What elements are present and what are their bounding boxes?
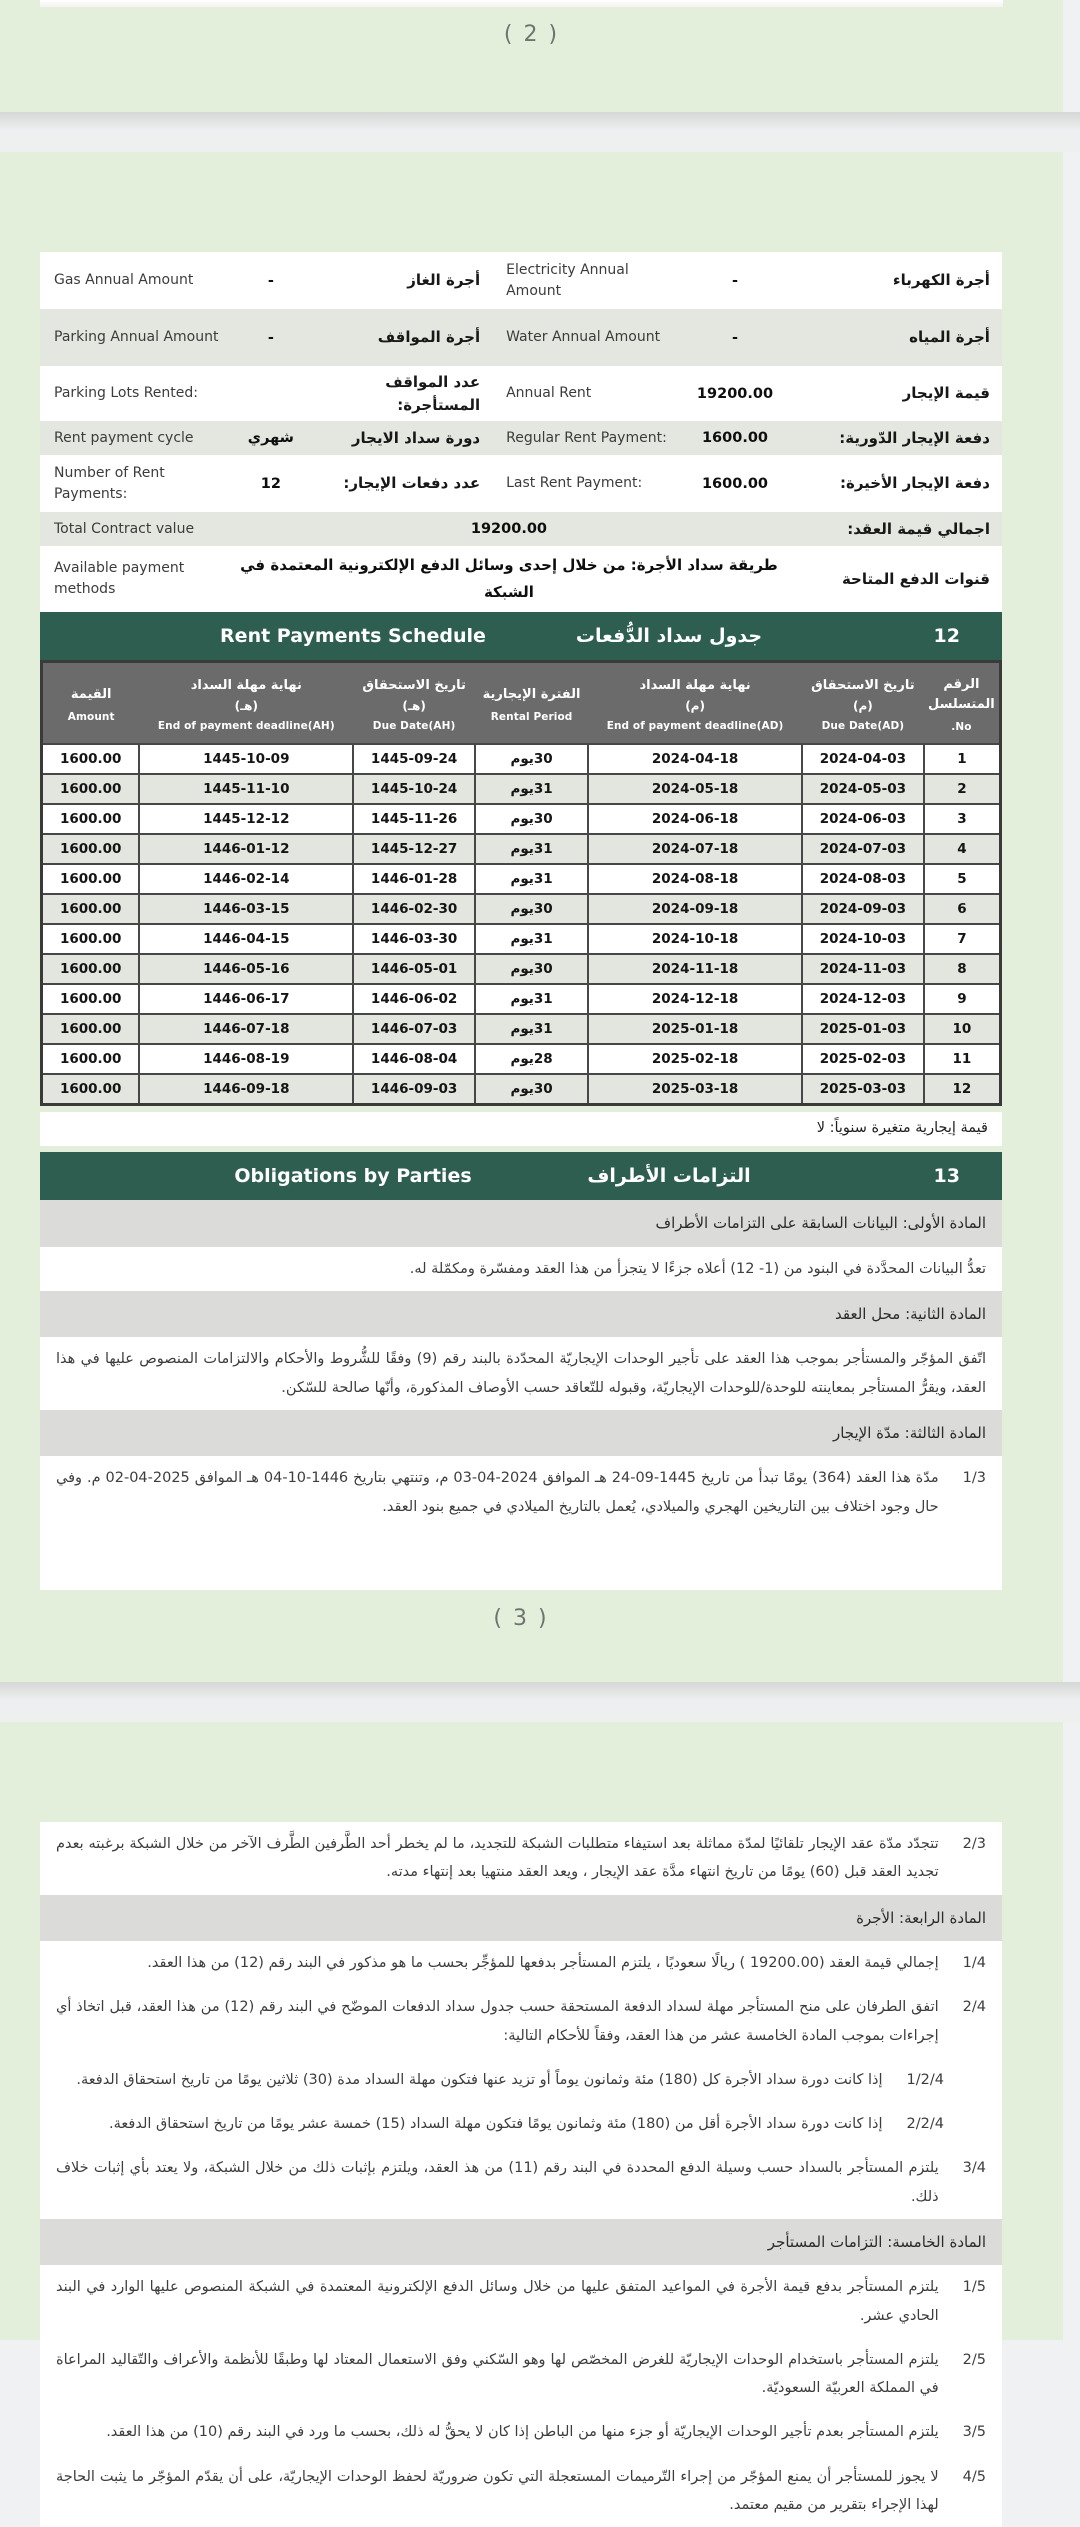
payment-cell-no: 6 xyxy=(924,894,1001,924)
summary-row xyxy=(40,309,1002,366)
clause-row xyxy=(40,2102,1002,2146)
schedule-title-ar: جدول سداد الدُّفعات xyxy=(575,625,763,647)
schedule-column-header xyxy=(42,662,140,745)
page-number-3: ( 3 ) xyxy=(493,1606,549,1632)
obligations-articles-list xyxy=(40,1200,1002,1590)
summary-label-ar: قيمة الإيجار xyxy=(902,384,990,403)
summary-row xyxy=(40,455,1002,512)
clause-number: 3/4 xyxy=(962,2160,986,2177)
payment-cell-due_ad: 2024-07-03 xyxy=(802,834,924,864)
payment-row xyxy=(42,954,1001,984)
summary-value: - xyxy=(267,272,274,289)
payment-cell-end_ad: 2024-04-18 xyxy=(588,744,802,774)
payment-cell-end_ah: 1445-12-12 xyxy=(139,804,353,834)
payment-cell-end_ah: 1446-02-14 xyxy=(139,864,353,894)
payment-cell-amount: 1600.00 xyxy=(42,744,140,774)
summary-label-en: Total Contract value xyxy=(54,520,195,537)
payment-cell-due_ah: 1446-01-28 xyxy=(353,864,475,894)
page-separator xyxy=(0,1682,1080,1722)
schedule-column-header xyxy=(139,662,353,745)
payment-cell-end_ah: 1446-03-15 xyxy=(139,894,353,924)
summary-row xyxy=(40,252,1002,309)
article-heading: المادة الأولى: البيانات السابقة على التزامات الأطراف xyxy=(40,1200,1002,1247)
payment-cell-due_ad: 2025-03-03 xyxy=(802,1074,924,1105)
payment-cell-period: 30يوم xyxy=(475,894,588,924)
payment-row xyxy=(42,1014,1001,1044)
clause-text: اتفق الطرفان على منح المستأجر مهلة لسداد الدفعة المستحقة حسب جدول سداد الدفعات الموضّح في البند رقم (12) من هذا العقد، قبل اتخاذ أي إجراءات بموجب المادة الخامسة عشر من هذا العقد، وفقاً للأحكام التالية: xyxy=(56,1999,939,2044)
payment-cell-period: 31يوم xyxy=(475,774,588,804)
contract-fees-summary-table xyxy=(40,252,1002,612)
clause-number: 1/3 xyxy=(962,1470,986,1487)
payment-cell-end_ad: 2025-03-18 xyxy=(588,1074,802,1105)
column-calendar-tag: (م) xyxy=(853,699,873,714)
column-title-ar: القيمة xyxy=(70,686,112,702)
clause-text: مدّة هذا العقد (364) يومًا تبدأ من تاريخ 1445-09-24 هـ الموافق 2024-04-03 م، وتنتهي بتاريخ 1446-10-04 هـ الموافق 2025-04-02 م. وفي حال وجود اختلاف بين التاريخين الهجري والميلادي، يُعمل بالتاريخ الميلادي في جميع بنود العقد. xyxy=(56,1470,939,1515)
payment-cell-due_ad: 2024-05-03 xyxy=(802,774,924,804)
obligations-section-number: 13 xyxy=(933,1165,960,1187)
payment-cell-no: 4 xyxy=(924,834,1001,864)
clause-number: 2/2/4 xyxy=(906,2116,944,2133)
column-calendar-tag: (هـ) xyxy=(234,699,258,714)
payment-cell-period: 30يوم xyxy=(475,954,588,984)
payment-cell-due_ah: 1445-09-24 xyxy=(353,744,475,774)
payment-cell-amount: 1600.00 xyxy=(42,864,140,894)
clause-text: إذا كانت دورة سداد الأجرة كل (180) مئة وثمانون يوماً أو تزيد عنها فتكون مهلة السداد مدة (30) ثلاثين يومًا من تاريخ استحقاق الدفعة. xyxy=(76,2071,883,2088)
clause-text: يلتزم المستأجر بدفع قيمة الأجرة في المواعيد المتفق عليها من خلال وسائل الدفع الإلكترونية المعتمدة في الشبكة المنصوص عليها الوارد في البند الحادي عشر. xyxy=(56,2279,939,2324)
clause-text: إجمالي قيمة العقد (19200.00 ) ريالًا سعوديًا ، يلتزم المستأجر بدفعها للمؤجِّر بحسب ما هو مذكور في البند رقم (12) من هذا العقد. xyxy=(147,1955,939,1972)
clause-row xyxy=(40,2455,1002,2527)
summary-value: شهري xyxy=(247,430,294,446)
summary-label-en: Number of Rent Payments: xyxy=(54,464,165,502)
payment-cell-amount: 1600.00 xyxy=(42,804,140,834)
column-title-en: Rental Period xyxy=(490,711,573,724)
column-title-ar: الرقم المتسلسل xyxy=(928,677,995,712)
clause-row xyxy=(40,1337,1002,1410)
payment-cell-due_ad: 2024-06-03 xyxy=(802,804,924,834)
payment-cell-end_ad: 2024-12-18 xyxy=(588,984,802,1014)
column-title-en: No. xyxy=(951,721,972,733)
payment-cell-due_ah: 1446-03-30 xyxy=(353,924,475,954)
rent-payments-table xyxy=(40,660,1002,1106)
payment-cell-amount: 1600.00 xyxy=(42,924,140,954)
article-heading: المادة الرابعة: الأجرة xyxy=(40,1895,1002,1942)
payment-row xyxy=(42,1074,1001,1105)
payment-cell-no: 8 xyxy=(924,954,1001,984)
summary-value: - xyxy=(731,272,739,289)
summary-value: 19200.00 xyxy=(696,385,774,402)
summary-row xyxy=(40,546,1002,612)
summary-value: 1600.00 xyxy=(701,430,769,446)
summary-label-en: Annual Rent xyxy=(506,385,592,401)
payment-cell-no: 5 xyxy=(924,864,1001,894)
clause-number: 1/4 xyxy=(962,1955,986,1972)
clause-row xyxy=(40,1941,1002,1985)
payment-cell-end_ad: 2025-02-18 xyxy=(588,1044,802,1074)
previous-content-bottom-edge xyxy=(40,0,1003,7)
schedule-section-number: 12 xyxy=(933,625,960,647)
payment-cell-due_ad: 2024-08-03 xyxy=(802,864,924,894)
payment-cell-due_ah: 1446-06-02 xyxy=(353,984,475,1014)
payment-cell-no: 11 xyxy=(924,1044,1001,1074)
summary-value: 1600.00 xyxy=(701,475,769,492)
payment-row xyxy=(42,924,1001,954)
payment-cell-no: 7 xyxy=(924,924,1001,954)
payment-cell-end_ah: 1445-10-09 xyxy=(139,744,353,774)
payment-cell-no: 12 xyxy=(924,1074,1001,1105)
column-title-ar: نهاية مهلة السداد xyxy=(190,677,302,693)
payment-cell-amount: 1600.00 xyxy=(42,1074,140,1105)
column-title-en: End of payment deadline(AH) xyxy=(157,720,335,733)
payment-cell-end_ad: 2024-05-18 xyxy=(588,774,802,804)
payment-row xyxy=(42,804,1001,834)
payment-cell-end_ad: 2025-01-18 xyxy=(588,1014,802,1044)
payment-cell-period: 30يوم xyxy=(475,804,588,834)
clause-number: 1/2/4 xyxy=(906,2071,944,2088)
summary-value: 12 xyxy=(260,475,281,492)
payment-cell-amount: 1600.00 xyxy=(42,774,140,804)
payment-cell-end_ad: 2024-11-18 xyxy=(588,954,802,984)
summary-label-en: Electricity Annual Amount xyxy=(506,261,629,299)
clause-row xyxy=(40,1456,1002,1590)
summary-label-ar: عدد دفعات الإيجار: xyxy=(343,474,481,493)
column-title-ar: الفترة الإيجارية xyxy=(482,686,581,702)
payment-row xyxy=(42,864,1001,894)
payment-cell-due_ad: 2024-11-03 xyxy=(802,954,924,984)
clause-text: تتجدّد مدّة عقد الإيجار تلقائيًا لمدّة مماثلة بعد استيفاء متطلبات الشبكة للتجديد، ما لم يخطر أحد الطَّرفين الطَّرف الآخر من خلال الشبكة برغبته بعدم تجديد العقد قبل (60) يومًا من تاريخ انتهاء مدَّة عقد الإيجار ، ويعد العقد منتهيا بعد إنتهاء مدته. xyxy=(56,1836,939,1881)
payment-cell-no: 1 xyxy=(924,744,1001,774)
payment-row xyxy=(42,984,1001,1014)
schedule-column-header xyxy=(588,662,802,745)
summary-value: - xyxy=(267,329,274,346)
payment-cell-amount: 1600.00 xyxy=(42,954,140,984)
clause-row xyxy=(40,1985,1002,2058)
clause-text: اتّفق المؤجّر والمستأجر بموجب هذا العقد على تأجير الوحدات الإيجاريّة المحدّدة بالبند رقم (9) وفقًا للشُّروط والأحكام والالتزامات المنصوص عليها في هذا العقد، ويقرُّ المستأجر بمعاينته للوحدة/للوحدات الإيجاريّة، وقبوله للتّعاقد حسب الأوصاف المذكورة، وأنّها صالحة للسّكن. xyxy=(56,1351,986,1396)
payment-cell-period: 31يوم xyxy=(475,924,588,954)
payment-cell-due_ad: 2024-10-03 xyxy=(802,924,924,954)
clause-row xyxy=(40,2410,1002,2454)
clause-row xyxy=(40,1247,1002,1291)
page-2-footer xyxy=(0,0,1063,112)
payment-cell-due_ad: 2024-04-03 xyxy=(802,744,924,774)
column-title-en: End of payment deadline(AD) xyxy=(606,720,784,733)
schedule-column-header xyxy=(802,662,924,745)
clause-number: 2/3 xyxy=(962,1836,986,1852)
summary-label-ar: أجرة المواقف xyxy=(377,328,481,347)
summary-label-ar: دفعة الإيجار الأخيرة: xyxy=(839,474,990,493)
summary-label-ar: أجرة الكهرباء xyxy=(892,271,990,290)
clause-text: يلتزم المستأجر بالسداد حسب وسيلة الدفع المحددة في البند رقم (11) من هذ العقد، ويلتزم بإثبات ذلك من خلال الشبكة، ولا يعتد بأي إثبات خلاف ذلك. xyxy=(56,2160,939,2205)
page-4 xyxy=(0,1722,1063,2513)
payment-cell-no: 10 xyxy=(924,1014,1001,1044)
summary-label-ar: قنوات الدفع المتاحة xyxy=(841,569,990,588)
payment-cell-period: 30يوم xyxy=(475,1074,588,1105)
payment-row xyxy=(42,894,1001,924)
clause-text: يلتزم المستأجر بعدم تأجير الوحدات الإيجاريّة أو جزء منها من الباطن إذا كان لا يحقُّ له ذلك، بحسب ما ورد في البند رقم (10) من هذا العقد. xyxy=(106,2424,939,2441)
summary-row xyxy=(40,366,1002,421)
clause-number: 3/5 xyxy=(962,2424,986,2441)
page-number-2: ( 2 ) xyxy=(503,22,560,47)
payment-cell-no: 9 xyxy=(924,984,1001,1014)
clause-row xyxy=(40,2338,1002,2411)
payment-cell-due_ah: 1446-07-03 xyxy=(353,1014,475,1044)
column-title-ar: نهاية مهلة السداد xyxy=(639,677,751,693)
payment-cell-end_ah: 1446-04-15 xyxy=(139,924,353,954)
payment-cell-end_ad: 2024-09-18 xyxy=(588,894,802,924)
tenant-obligations-articles-list xyxy=(40,1822,1002,2527)
summary-label-en: Parking Lots Rented: xyxy=(54,385,198,401)
rent-payments-schedule-band xyxy=(40,612,1002,660)
payment-cell-amount: 1600.00 xyxy=(42,894,140,924)
schedule-column-header xyxy=(475,662,588,745)
clause-row xyxy=(40,2265,1002,2338)
payment-cell-period: 31يوم xyxy=(475,984,588,1014)
summary-label-en: Water Annual Amount xyxy=(506,329,661,345)
clause-number: 4/5 xyxy=(962,2468,986,2485)
payment-cell-period: 31يوم xyxy=(475,1014,588,1044)
payment-cell-period: 30يوم xyxy=(475,744,588,774)
clause-number: 2/5 xyxy=(962,2351,986,2368)
column-title-en: Amount xyxy=(67,711,115,724)
clause-row xyxy=(40,2058,1002,2102)
summary-row xyxy=(40,512,1002,546)
page-separator xyxy=(0,112,1080,152)
payment-cell-amount: 1600.00 xyxy=(42,834,140,864)
payment-cell-due_ah: 1445-10-24 xyxy=(353,774,475,804)
clause-text: تعدُّ البيانات المحدَّدة في البنود من (1- 12) أعلاه جزءًا لا يتجزأ من هذا العقد ومفسّرة ومكمّلة له. xyxy=(409,1260,986,1277)
payment-cell-due_ah: 1446-05-01 xyxy=(353,954,475,984)
summary-label-en: Regular Rent Payment: xyxy=(506,429,667,446)
summary-label-ar: دورة سداد الايجار xyxy=(351,428,481,447)
page-3 xyxy=(0,152,1063,1682)
column-title-ar: تاريخ الاستحقاق xyxy=(811,677,915,693)
clause-text: يلتزم المستأجر باستخدام الوحدات الإيجاريّة للغرض المخصّص لها وهو السّكني وفق الاستعمال المعتاد لها وطبقًا للأنظمة والأعراف والتّقاليد المراعاة في المملكة العربيّة السعوديّة. xyxy=(56,2351,939,2397)
summary-label-ar: عدد المواقف المستأجرة: xyxy=(385,373,481,414)
column-calendar-tag: (م) xyxy=(685,699,705,714)
payment-cell-end_ah: 1446-06-17 xyxy=(139,984,353,1014)
payment-cell-end_ad: 2024-06-18 xyxy=(588,804,802,834)
payment-cell-due_ah: 1446-02-30 xyxy=(353,894,475,924)
summary-label-ar: اجمالي قيمة العقد: xyxy=(847,519,990,538)
clause-text: إذا كانت دورة سداد الأجرة أقل من (180) مئة وثمانون يومًا فتكون مهلة السداد (15) خمسة عشر يومًا من تاريخ استحقاق الدفعة. xyxy=(109,2116,883,2133)
clause-text: لا يجوز للمستأجر أن يمنع المؤجّر من إجراء التّرميمات المستعجلة التي تكون ضروريّة لحفظ الوحدات الإيجاريّة، على أن يقدّم المؤجّر ما يثبت الحاجة لهذا الإجراء بتقرير من مقيم معتمد. xyxy=(56,2468,939,2513)
clause-number: 1/5 xyxy=(962,2279,986,2296)
clause-row xyxy=(40,2146,1002,2219)
obligations-title-en: Obligations by Parties xyxy=(234,1165,472,1187)
payment-cell-due_ah: 1446-08-04 xyxy=(353,1044,475,1074)
payment-cell-amount: 1600.00 xyxy=(42,984,140,1014)
schedule-title-en: Rent Payments Schedule xyxy=(220,625,486,647)
summary-label-ar: أجرة المياه xyxy=(909,328,990,347)
summary-label-ar: دفعة الإيجار الدّورية: xyxy=(839,428,990,447)
schedule-column-header xyxy=(353,662,475,745)
payment-cell-due_ad: 2025-01-03 xyxy=(802,1014,924,1044)
summary-row xyxy=(40,421,1002,455)
payment-cell-due_ah: 1446-09-03 xyxy=(353,1074,475,1105)
payment-cell-due_ah: 1445-12-27 xyxy=(353,834,475,864)
payment-cell-no: 2 xyxy=(924,774,1001,804)
payment-cell-period: 31يوم xyxy=(475,864,588,894)
payment-cell-due_ad: 2025-02-03 xyxy=(802,1044,924,1074)
payment-cell-no: 3 xyxy=(924,804,1001,834)
payment-row xyxy=(42,834,1001,864)
variable-rent-note: قيمة إيجارية متغيرة سنوياً: لا xyxy=(40,1112,1002,1146)
column-title-en: Due Date(AH) xyxy=(372,720,456,733)
payment-cell-amount: 1600.00 xyxy=(42,1044,140,1074)
payment-row xyxy=(42,1044,1001,1074)
summary-label-ar: أجرة الغاز xyxy=(407,271,481,290)
payment-cell-end_ad: 2024-08-18 xyxy=(588,864,802,894)
payment-cell-end_ah: 1446-07-18 xyxy=(139,1014,353,1044)
summary-label-en: Parking Annual Amount xyxy=(54,329,219,345)
payment-cell-due_ad: 2024-09-03 xyxy=(802,894,924,924)
obligations-title-ar: التزامات الأطراف xyxy=(587,1165,751,1187)
clause-number: 2/4 xyxy=(962,1999,986,2016)
summary-value-center: 19200.00 xyxy=(470,521,548,537)
article-heading: المادة الخامسة: التزامات المستأجر xyxy=(40,2219,1002,2266)
payment-cell-end_ah: 1446-09-18 xyxy=(139,1074,353,1105)
payment-cell-amount: 1600.00 xyxy=(42,1014,140,1044)
column-title-ar: تاريخ الاستحقاق xyxy=(362,677,466,693)
summary-label-en: Rent payment cycle xyxy=(54,429,194,446)
payment-row xyxy=(42,774,1001,804)
payment-row xyxy=(42,744,1001,774)
obligations-band xyxy=(40,1152,1002,1200)
payment-cell-period: 28يوم xyxy=(475,1044,588,1074)
summary-label-en: Gas Annual Amount xyxy=(54,272,194,288)
summary-label-en: Last Rent Payment: xyxy=(506,475,643,491)
article-heading: المادة الثانية: محل العقد xyxy=(40,1291,1002,1338)
column-calendar-tag: (هـ) xyxy=(402,699,426,714)
payment-cell-end_ah: 1446-08-19 xyxy=(139,1044,353,1074)
payment-cell-due_ad: 2024-12-03 xyxy=(802,984,924,1014)
payment-cell-due_ah: 1445-11-26 xyxy=(353,804,475,834)
payment-cell-end_ah: 1445-11-10 xyxy=(139,774,353,804)
summary-label-en: Available payment methods xyxy=(54,560,185,597)
article-heading: المادة الثالثة: مدّة الإيجار xyxy=(40,1410,1002,1457)
column-title-en: Due Date(AD) xyxy=(821,720,905,733)
clause-row xyxy=(40,1822,1002,1895)
summary-value: - xyxy=(731,329,739,346)
payment-cell-period: 31يوم xyxy=(475,834,588,864)
payment-cell-end_ah: 1446-05-16 xyxy=(139,954,353,984)
schedule-column-header xyxy=(924,662,1001,745)
payment-cell-end_ah: 1446-01-12 xyxy=(139,834,353,864)
summary-value-center: طريقة سداد الأجرة: من خلال إحدى وسائل الدفع الإلكترونية المعتمدة في الشبكة xyxy=(240,556,778,601)
payment-cell-end_ad: 2024-10-18 xyxy=(588,924,802,954)
payment-cell-end_ad: 2024-07-18 xyxy=(588,834,802,864)
